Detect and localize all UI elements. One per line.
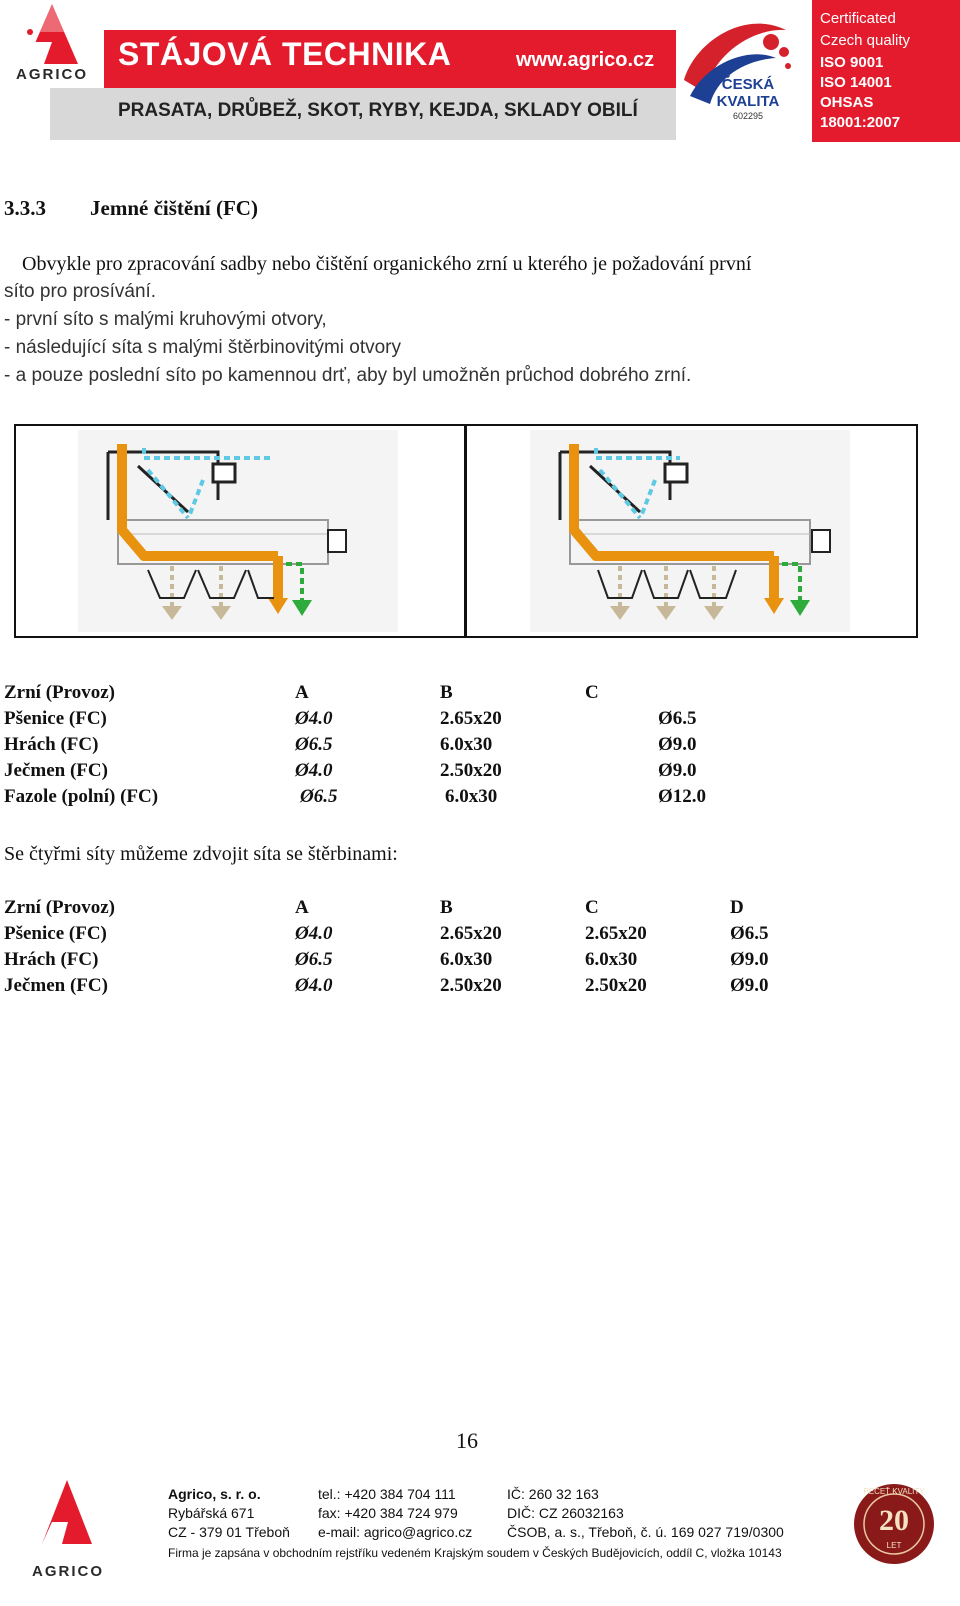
table-cell: 6.0x30 — [440, 949, 493, 970]
table-cell: 6.0x30 — [440, 734, 493, 755]
footer-company: Agrico, s. r. o. — [168, 1486, 261, 1502]
brand-subtitle: PRASATA, DRŮBEŽ, SKOT, RYBY, KEJDA, SKLADY OBILÍ — [118, 100, 638, 121]
czech-quality-number: 602295 — [732, 111, 764, 121]
table-cell: Ø6.5 — [300, 786, 338, 807]
section-title: Jemné čištění (FC) — [90, 196, 258, 220]
section-number: 3.3.3 — [4, 196, 46, 220]
table-cell: 6.0x30 — [445, 786, 498, 807]
table-header-cell: B — [440, 682, 453, 703]
table-header-cell: C — [585, 897, 599, 918]
table-header-cell: C — [585, 682, 599, 703]
footer-ic: IČ: 260 32 163 — [507, 1486, 599, 1502]
table-cell: Ø9.0 — [730, 949, 769, 970]
cert-line: 18001:2007 — [820, 114, 901, 131]
table-cell: Pšenice (FC) — [4, 708, 107, 729]
paragraph-line: Obvykle pro zpracování sadby nebo čištění organického zrní u kterého je požadování první — [22, 253, 752, 275]
table-cell: Hrách (FC) — [4, 949, 99, 970]
table-cell: Ø12.0 — [658, 786, 707, 807]
bullet-item: - následující síta s malými štěrbinovitými otvory — [4, 337, 402, 358]
table-cell: Ø6.5 — [730, 923, 769, 944]
quality-seal-text: PEČEŤ KVALITY — [863, 1487, 925, 1496]
table-cell: Pšenice (FC) — [4, 923, 107, 944]
footer-bank: ČSOB, a. s., Třeboň, č. ú. 169 027 719/0300 — [507, 1524, 784, 1540]
footer-street: Rybářská 671 — [168, 1505, 255, 1521]
table-cell: 6.0x30 — [585, 949, 638, 970]
footer-tel: tel.: +420 384 704 111 — [318, 1486, 456, 1502]
cleaning-diagram-3-sieves — [78, 430, 398, 632]
table-cell: Ø4.0 — [295, 923, 333, 944]
footer-agrico-text: AGRICO — [32, 1563, 104, 1580]
table-header-cell: B — [440, 897, 453, 918]
brand-website: www.agrico.cz — [516, 49, 655, 71]
cert-line: ISO 14001 — [820, 74, 892, 91]
cleaning-diagram-4-sieves — [530, 430, 850, 632]
table-header-cell: Zrní (Provoz) — [4, 897, 115, 918]
four-sieve-note: Se čtyřmi síty můžeme zdvojit síta se štěrbinami: — [4, 843, 398, 865]
table-cell: Ø6.5 — [658, 708, 697, 729]
table-cell: Hrách (FC) — [4, 734, 99, 755]
table-cell: Ø6.5 — [295, 734, 333, 755]
paragraph-line: síto pro prosívání. — [4, 281, 157, 302]
footer-city: CZ - 379 01 Třeboň — [168, 1524, 290, 1540]
page-number: 16 — [456, 1428, 478, 1453]
cert-line: OHSAS — [820, 94, 874, 111]
page-header — [0, 0, 960, 142]
table-header-cell: Zrní (Provoz) — [4, 682, 115, 703]
table-header-cell: A — [295, 897, 309, 918]
table-cell: Ø9.0 — [658, 760, 697, 781]
table-cell: Ø4.0 — [295, 760, 333, 781]
agrico-logo-text: AGRICO — [16, 66, 88, 83]
table-cell: 2.50x20 — [585, 975, 647, 996]
bullet-item: - první síto s malými kruhovými otvory, — [4, 309, 327, 330]
table-cell: Ø4.0 — [295, 708, 333, 729]
czech-quality-line2: KVALITA — [716, 93, 780, 110]
czech-quality-line1: ČESKÁ — [721, 76, 775, 93]
table-cell: 2.65x20 — [440, 923, 502, 944]
quality-seal-sub: LET — [886, 1541, 902, 1550]
table-cell: Ječmen (FC) — [4, 975, 108, 996]
table-cell: 2.65x20 — [585, 923, 647, 944]
czech-quality-label — [716, 76, 780, 121]
table-header-cell: D — [730, 897, 744, 918]
cert-line: ISO 9001 — [820, 54, 884, 71]
footer-register: Firma je zapsána v obchodním rejstříku vedeném Krajským soudem v Českých Budějovicích, oddíl C, vložka 10143 — [168, 1546, 782, 1560]
bullet-item: - a pouze poslední síto po kamennou drť, aby byl umožněn průchod dobrého zrní. — [4, 365, 692, 386]
table-cell: Ječmen (FC) — [4, 760, 108, 781]
table-cell: Ø6.5 — [295, 949, 333, 970]
table-cell: Ø4.0 — [295, 975, 333, 996]
table-cell: 2.65x20 — [440, 708, 502, 729]
footer-fax: fax: +420 384 724 979 — [318, 1505, 458, 1521]
table-cell: Ø9.0 — [658, 734, 697, 755]
footer-email: e-mail: agrico@agrico.cz — [318, 1524, 473, 1540]
table-cell: 2.50x20 — [440, 975, 502, 996]
table-header-cell: A — [295, 682, 309, 703]
table-cell: Ø9.0 — [730, 975, 769, 996]
agrico-logo-icon — [0, 2, 104, 100]
cert-line: Czech quality — [820, 32, 911, 49]
certification-box — [812, 0, 960, 142]
footer-dic: DIČ: CZ 26032163 — [507, 1505, 624, 1521]
brand-title: STÁJOVÁ TECHNIKA — [118, 36, 452, 72]
table-cell: 2.50x20 — [440, 760, 502, 781]
table-cell: Fazole (polní) (FC) — [4, 786, 159, 807]
quality-seal-number: 20 — [879, 1504, 909, 1537]
figure-divider — [464, 424, 467, 638]
footer-agrico-logo-icon — [22, 1478, 112, 1564]
cert-line: Certificated — [820, 10, 896, 27]
